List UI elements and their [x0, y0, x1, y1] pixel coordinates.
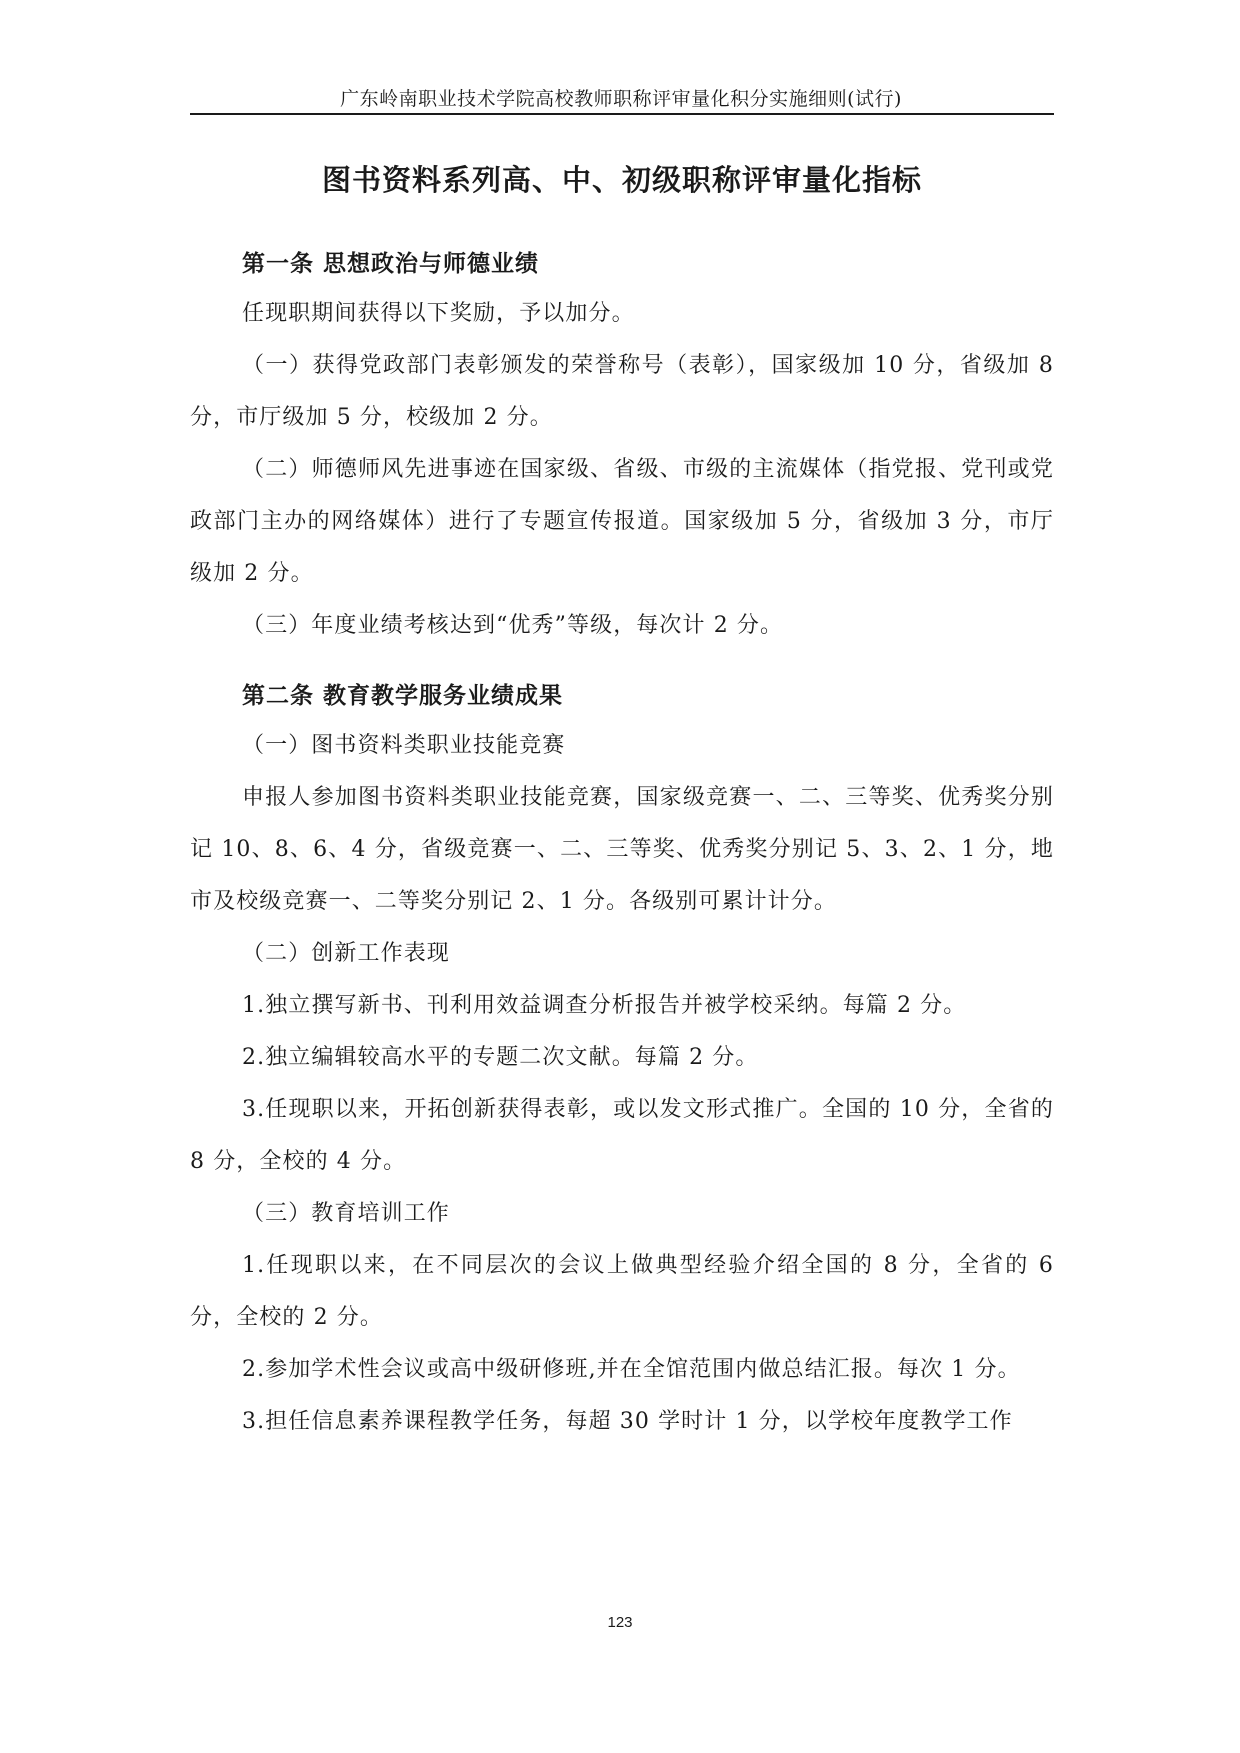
- paragraph: 申报人参加图书资料类职业技能竞赛，国家级竞赛一、二、三等奖、优秀奖分别记 10、8、6、4 分，省级竞赛一、二、三等奖、优秀奖分别记 5、3、2、1 分，地市及校级竞赛一、二等奖分别记 2、1 分。各级别可累计计分。: [190, 785, 1054, 914]
- paragraph: （一）获得党政部门表彰颁发的荣誉称号（表彰），国家级加 10 分，省级加 8 分，市厅级加 5 分，校级加 2 分。: [190, 353, 1054, 430]
- list-item: 3.任现职以来，开拓创新获得表彰，或以发文形式推广。全国的 10 分，全省的 8 分，全校的 4 分。: [190, 1097, 1054, 1174]
- list-item: 2.独立编辑较高水平的专题二次文献。每篇 2 分。: [242, 1045, 759, 1070]
- paragraph: （三）年度业绩考核达到“优秀”等级，每次计 2 分。: [242, 613, 784, 638]
- list-item: 2.参加学术性会议或高中级研修班,并在全馆范围内做总结汇报。每次 1 分。: [242, 1357, 1021, 1382]
- section-2-heading: 第二条 教育教学服务业绩成果: [242, 683, 564, 709]
- list-item: 3.担任信息素养课程教学任务，每超 30 学时计 1 分，以学校年度教学工作: [242, 1409, 1013, 1434]
- section-2-body: [190, 720, 1054, 1448]
- paragraph: （二）师德师风先进事迹在国家级、省级、市级的主流媒体（指党报、党刊或党政部门主办的网络媒体）进行了专题宣传报道。国家级加 5 分，省级加 3 分，市厅级加 2 分。: [190, 457, 1054, 586]
- subsection-heading: （一）图书资料类职业技能竞赛: [242, 733, 566, 758]
- section-1-body: [190, 288, 1054, 652]
- subsection-heading: （二）创新工作表现: [242, 941, 450, 966]
- header-rule: [190, 113, 1054, 115]
- paragraph: 任现职期间获得以下奖励，予以加分。: [242, 301, 635, 326]
- list-item: 1.独立撰写新书、刊利用效益调查分析报告并被学校采纳。每篇 2 分。: [242, 993, 967, 1018]
- subsection-heading: （三）教育培训工作: [242, 1201, 450, 1226]
- document-title: 图书资料系列高、中、初级职称评审量化指标: [321, 163, 922, 197]
- section-1-heading: 第一条 思想政治与师德业绩: [242, 251, 540, 277]
- page-number: 123: [607, 1614, 633, 1631]
- running-header: 广东岭南职业技术学院高校教师职称评审量化积分实施细则(试行): [340, 88, 902, 110]
- list-item: 1.任现职以来，在不同层次的会议上做典型经验介绍全国的 8 分，全省的 6 分，全校的 2 分。: [190, 1253, 1054, 1330]
